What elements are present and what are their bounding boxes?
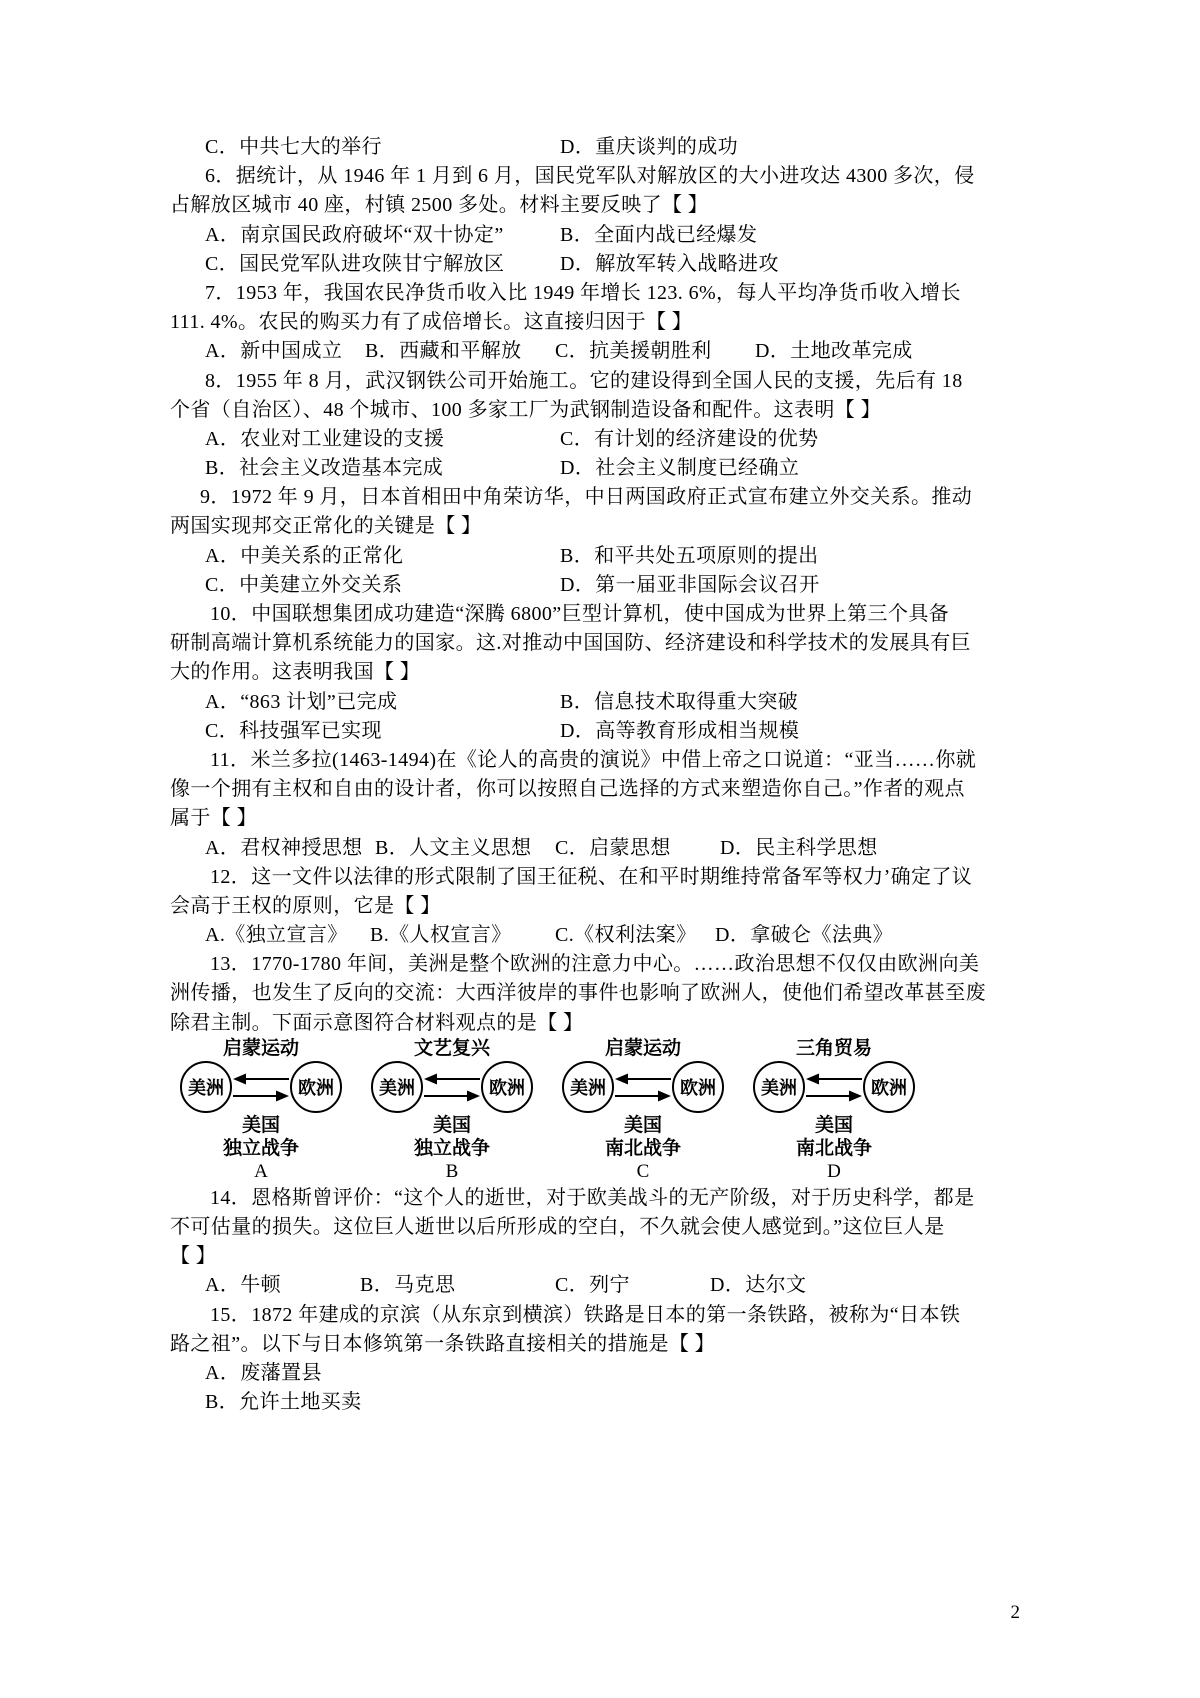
text-segment: 15．1872 年建成的京滨（从东京到横滨）铁路是日本的第一条铁路，被称为“日本铁 — [210, 1303, 961, 1326]
diagram-top-label: 文艺复兴 — [413, 1037, 490, 1059]
text-line — [170, 892, 1030, 921]
text-segment: C．国民党军队进攻陕甘宁解放区 — [205, 252, 505, 275]
text-segment: A．“863 计划”已完成 — [205, 690, 398, 713]
text-segment: 14．恩格斯曾评价：“这个人的逝世，对于欧美战斗的无产阶级，对于历史科学，都是 — [210, 1186, 975, 1209]
text-segment: C.《权利法案》 — [555, 924, 697, 947]
text-line — [170, 483, 1030, 512]
europe-circle: 欧洲 — [863, 1061, 915, 1113]
two-way-arrows-icon — [806, 1068, 862, 1106]
americas-circle: 美洲 — [180, 1061, 232, 1113]
text-segment: C．启蒙思想 — [555, 836, 671, 859]
text-segment: 12．这一文件以法律的形式限制了国王征税、在和平时期维持常备军等权力’确定了议 — [210, 865, 973, 888]
diagram-bottom-label-line2: 南北战争 — [604, 1137, 681, 1159]
text-line — [170, 1184, 1030, 1213]
text-line — [170, 1242, 1030, 1271]
diagram-option-letter: C — [636, 1160, 650, 1182]
text-segment: 两国实现邦交正常化的关键是【 】 — [170, 515, 482, 538]
text-line — [170, 834, 1030, 863]
europe-circle: 欧洲 — [481, 1061, 533, 1113]
text-segment: A．中美关系的正常化 — [205, 544, 404, 567]
diagram-option-B — [367, 1038, 537, 1184]
text-segment: 路之祖”。以下与日本修筑第一条铁路直接相关的措施是【 】 — [170, 1332, 716, 1355]
text-line — [170, 1388, 1030, 1417]
text-segment: 11．米兰多拉(1463-1494)在《论人的高贵的演说》中借上帝之口说道：“亚当……你就 — [210, 748, 977, 771]
text-block-before-diagram — [170, 133, 1030, 1038]
text-segment: A．牛顿 — [205, 1274, 282, 1297]
text-segment: 13．1770-1780 年间，美洲是整个欧洲的注意力中心。……政治思想不仅仅由欧洲向美 — [210, 953, 980, 976]
diagram-circles-row — [562, 1060, 724, 1114]
text-segment: 会高于王权的原则，它是【 】 — [170, 894, 441, 917]
diagram-top-label: 启蒙运动 — [604, 1037, 681, 1059]
diagram-bottom-label-line1: 美国 — [814, 1114, 853, 1136]
text-segment: A．废藩置县 — [205, 1361, 322, 1384]
text-segment: 属于【 】 — [170, 807, 257, 830]
text-segment: A.《独立宣言》 — [205, 924, 348, 947]
page-number: 2 — [1010, 1602, 1020, 1623]
text-line — [170, 337, 1030, 366]
diagram-bottom-label-line2: 独立战争 — [222, 1137, 299, 1159]
text-segment: B．人文主义思想 — [375, 836, 532, 859]
diagram-option-C — [558, 1038, 728, 1184]
text-segment: 大的作用。这表明我国【 】 — [170, 661, 421, 684]
text-segment: 8．1955 年 8 月，武汉钢铁公司开始施工。它的建设得到全国人民的支援，先后有 18 — [205, 369, 963, 392]
diagram-circles-row — [371, 1060, 533, 1114]
text-segment: B．信息技术取得重大突破 — [560, 690, 799, 713]
diagram-option-letter: D — [827, 1160, 841, 1182]
text-line — [170, 804, 1030, 833]
text-segment: 9．1972 年 9 月，日本首相田中角荣访华，中日两国政府正式宣布建立外交关系。推动 — [200, 486, 973, 509]
text-segment: D．社会主义制度已经确立 — [560, 457, 800, 480]
text-segment: 个省（自治区）、48 个城市、100 多家工厂为武钢制造设备和配件。这表明【 】 — [170, 398, 881, 421]
text-line — [170, 367, 1030, 396]
text-segment: D．解放军转入战略进攻 — [560, 252, 779, 275]
document-content — [170, 133, 1030, 1417]
text-line — [170, 1271, 1030, 1300]
text-segment: A．南京国民政府破坏“双十协定” — [205, 223, 504, 246]
text-segment: C．科技强军已实现 — [205, 719, 382, 742]
diagram-option-D — [749, 1038, 919, 1184]
text-line — [170, 191, 1030, 220]
text-segment: 占解放区城市 40 座，村镇 2500 多处。材料主要反映了【 】 — [170, 194, 709, 217]
text-line — [170, 979, 1030, 1008]
text-line — [170, 775, 1030, 804]
text-segment: C．中共七大的举行 — [205, 136, 382, 158]
text-segment: B．允许土地买卖 — [205, 1391, 362, 1414]
text-line — [170, 1359, 1030, 1388]
text-line — [170, 921, 1030, 950]
text-line — [170, 600, 1030, 629]
text-line — [170, 512, 1030, 541]
text-line — [170, 746, 1030, 775]
two-way-arrows-icon — [233, 1068, 289, 1106]
text-line — [170, 717, 1030, 746]
text-segment: D．民主科学思想 — [720, 836, 878, 859]
text-segment: B．和平共处五项原则的提出 — [560, 544, 819, 567]
diagram-circles-row — [753, 1060, 915, 1114]
text-segment: B．社会主义改造基本完成 — [205, 457, 444, 480]
text-segment: B．西藏和平解放 — [365, 340, 522, 363]
diagram-bottom-label-line1: 美国 — [623, 1114, 662, 1136]
text-block-after-diagram — [170, 1184, 1030, 1418]
americas-circle: 美洲 — [371, 1061, 423, 1113]
two-way-arrows-icon — [615, 1068, 671, 1106]
text-segment: 研制高端计算机系统能力的国家。这.对推动中国国防、经济建设和科学技术的发展具有巨 — [170, 632, 971, 655]
text-line — [170, 279, 1030, 308]
diagram-top-label: 启蒙运动 — [222, 1037, 299, 1059]
text-segment: 不可估量的损失。这位巨人逝世以后所形成的空白，不久就会使人感觉到。”这位巨人是 — [170, 1216, 945, 1238]
text-line — [170, 1213, 1030, 1242]
text-segment: 6．据统计，从 1946 年 1 月到 6 月，国民党军队对解放区的大小进攻达 4300 多次，侵 — [205, 165, 975, 188]
text-line — [170, 425, 1030, 454]
text-line — [170, 688, 1030, 717]
text-segment: C．列宁 — [555, 1274, 630, 1297]
text-segment: A．农业对工业建设的支援 — [205, 427, 445, 450]
diagram-top-label: 三角贸易 — [795, 1037, 872, 1059]
text-segment: A．君权神授思想 — [205, 836, 363, 859]
text-segment: A．新中国成立 — [205, 340, 343, 363]
text-line — [170, 221, 1030, 250]
text-line — [170, 863, 1030, 892]
text-segment: C．中美建立外交关系 — [205, 573, 403, 596]
text-line — [170, 133, 1030, 162]
text-line — [170, 571, 1030, 600]
diagram-option-letter: A — [254, 1160, 268, 1182]
text-segment: D．拿破仑《法典》 — [715, 924, 894, 947]
text-segment: B.《人权宣言》 — [370, 924, 512, 947]
two-way-arrows-icon — [424, 1068, 480, 1106]
text-segment: 10．中国联想集团成功建造“深腾 6800”巨型计算机，使中国成为世界上第三个具备 — [210, 603, 950, 625]
diagram-circles-row — [180, 1060, 342, 1114]
text-line — [170, 542, 1030, 571]
text-line — [170, 629, 1030, 658]
question13-diagram — [176, 1038, 1030, 1184]
americas-circle: 美洲 — [562, 1061, 614, 1113]
text-line — [170, 162, 1030, 191]
text-segment: 7．1953 年，我国农民净货币收入比 1949 年增长 123. 6%，每人平均净货币收入增长 — [205, 281, 961, 304]
text-line — [170, 454, 1030, 483]
text-line — [170, 1009, 1030, 1038]
text-segment: 111. 4%。农民的购买力有了成倍增长。这直接归因于【 】 — [170, 311, 693, 334]
text-segment: 【 】 — [170, 1245, 217, 1268]
text-line — [170, 308, 1030, 337]
americas-circle: 美洲 — [753, 1061, 805, 1113]
diagram-bottom-label-line2: 独立战争 — [413, 1137, 490, 1159]
europe-circle: 欧洲 — [290, 1061, 342, 1113]
text-segment: D．达尔文 — [710, 1274, 807, 1297]
text-line — [170, 950, 1030, 979]
text-segment: 像一个拥有主权和自由的设计者，你可以按照自己选择的方式来塑造你自己。”作者的观点 — [170, 778, 965, 801]
text-segment: B．马克思 — [360, 1274, 456, 1297]
text-line — [170, 1330, 1030, 1359]
text-line — [170, 658, 1030, 687]
text-segment: B．全面内战已经爆发 — [560, 223, 758, 246]
europe-circle: 欧洲 — [672, 1061, 724, 1113]
diagram-option-A — [176, 1038, 346, 1184]
text-segment: D．第一届亚非国际会议召开 — [560, 573, 820, 596]
text-segment: 除君主制。下面示意图符合材料观点的是【 】 — [170, 1011, 584, 1034]
diagram-bottom-label-line1: 美国 — [241, 1114, 280, 1136]
diagram-bottom-label-line1: 美国 — [432, 1114, 471, 1136]
text-line — [170, 1301, 1030, 1330]
diagram-option-letter: B — [445, 1160, 459, 1182]
diagram-bottom-label-line2: 南北战争 — [795, 1137, 872, 1159]
text-segment: C．抗美援朝胜利 — [555, 340, 712, 363]
text-line — [170, 396, 1030, 425]
text-segment: D．土地改革完成 — [755, 340, 913, 363]
text-segment: D．重庆谈判的成功 — [560, 136, 739, 158]
text-line — [170, 250, 1030, 279]
text-segment: D．高等教育形成相当规模 — [560, 719, 800, 742]
text-segment: 洲传播，也发生了反向的交流：大西洋彼岸的事件也影响了欧洲人，使他们希望改革甚至废 — [170, 982, 986, 1005]
text-segment: C．有计划的经济建设的优势 — [560, 427, 819, 450]
